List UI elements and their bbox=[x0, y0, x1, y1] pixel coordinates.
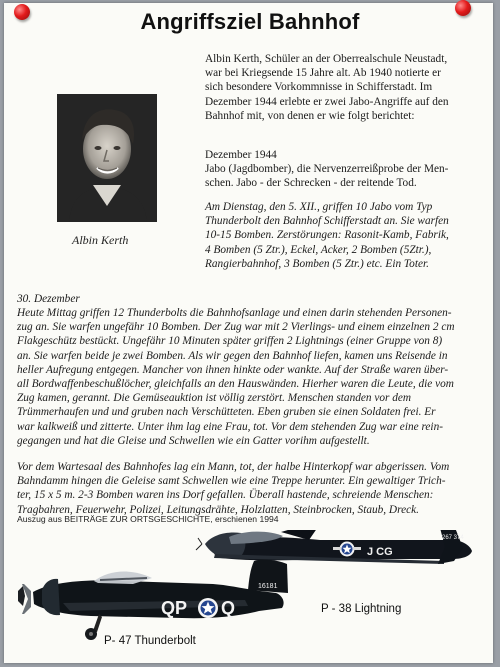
dec5-line: Rangierbahnhof, 3 Bomben (5 Ztr.) etc. Ein Toter. bbox=[205, 257, 429, 270]
date-heading: Dezember 1944 bbox=[205, 149, 277, 161]
dec30-line: zug an. Sie warfen ungefähr 10 Bomben. Der Zug war mit 2 Vierlings- und einem einzelnen 2 cm bbox=[17, 321, 455, 334]
intro-line: sich besondere Vorkommnisse in Schifferstadt. Im bbox=[205, 81, 433, 94]
intro-line: Bahnhof mit, von denen er wie folgt berichtet: bbox=[205, 109, 415, 122]
p38-lightning-illustration bbox=[196, 530, 472, 564]
dec30-line: gegangen und hat die Gleise und Schwellen wie ein Gatter vorihm aufgestellt. bbox=[17, 434, 370, 447]
p47-thunderbolt-illustration bbox=[18, 560, 288, 640]
intro-line: Dezember 1944 erlebte er zwei Jabo-Angriffe auf den bbox=[205, 95, 449, 108]
portrait-caption: Albin Kerth bbox=[72, 233, 129, 247]
p47-code: QP bbox=[161, 598, 188, 618]
jabo-line: Jabo (Jagdbomber), die Nervenzerreißprobe der Men- bbox=[205, 163, 449, 175]
final-line: ter, 15 x 5 m. 2-3 Bomben waren ins Dorf gefallen. Überall hastende, schreiende Menschen: bbox=[17, 489, 434, 502]
dec5-line: 4 Bomben (5 Ztr.), Eckel, Acker, 2 Bomben (5Ztr.), bbox=[205, 243, 432, 256]
p38-label: P - 38 Lightning bbox=[321, 603, 402, 615]
page-title: Angriffsziel Bahnhof bbox=[140, 9, 360, 34]
jabo-line: schen. Jabo - der Schrecken - der reitende Tod. bbox=[205, 177, 417, 190]
december-5-paragraph bbox=[205, 200, 490, 271]
dec30-line: Heute Mittag griffen 12 Thunderbolts die Bahnhofsanlage und einen darin stehenden Personen- bbox=[17, 307, 452, 319]
dec30-line: all Bordwaffenbeschußlöcher, gleichfalls an den Hauswänden. Hierher waren die Leute, die vom bbox=[17, 378, 454, 391]
dec5-line: 10-15 Bomben. Zerstörungen: Rasonit-Kamb, Fabrik, bbox=[205, 229, 449, 242]
final-line: Vor dem Wartesaal des Bahnhofes lag ein Mann, tot, der halbe Hinterkopf war abgerissen. Vom bbox=[17, 461, 450, 473]
dec30-line: an. Sie warfen beide je zwei Bomben. Als wir gegen den Bahnhof liefen, kamen uns Reisende in bbox=[17, 349, 448, 362]
intro-paragraph bbox=[205, 52, 490, 123]
dec30-line: Flakgeschütz bestückt. Ungefähr 10 Minuten später griffen 2 Lightnings (einer Gruppe von 8) bbox=[17, 335, 443, 348]
dec30-line: Zug kamen, gerannt. Die Gemüseauktion ist völlig zerstört. Menschen standen vor dem bbox=[17, 392, 412, 405]
dec30-line: heller Aufregung entgegen. Mancher von ihnen hinkte oder wankte. Auf der Straße waren über- bbox=[17, 363, 449, 376]
p38-tail-number: 267 374 bbox=[442, 535, 464, 541]
aircraft-illustrations bbox=[0, 530, 500, 667]
p38-code: J CG bbox=[367, 546, 393, 558]
final-paragraph bbox=[17, 460, 487, 517]
final-line: Tragbahren, Feuerwehr, Polizei, Leitungsdrähte, Holzlatten, Steinbrocken, Staub, Dreck. bbox=[17, 503, 419, 516]
p47-tail-letter: Q bbox=[221, 598, 236, 618]
dec5-line: Am Dienstag, den 5. XII., griffen 10 Jabo vom Typ bbox=[205, 201, 433, 213]
december-30-paragraph bbox=[17, 306, 487, 448]
p47-label: P- 47 Thunderbolt bbox=[104, 635, 196, 647]
source-note: Auszug aus BEITRÄGE ZUR ORTSGESCHICHTE, erschienen 1994 bbox=[17, 514, 279, 524]
intro-line: war bei Kriegsende 15 Jahre alt. Ab 1940 notierte er bbox=[205, 67, 441, 80]
december-30-heading: 30. Dezember bbox=[17, 293, 80, 305]
intro-line: Albin Kerth, Schüler an der Oberrealschule Neustadt, bbox=[205, 53, 448, 65]
p47-tail-number: 16181 bbox=[258, 583, 278, 590]
dec30-line: war kalkweiß und zitterte. Unter ihm lag eine Frau, tot. Vor dem stehenden Zug war eine rein- bbox=[17, 420, 443, 433]
dec30-line: Trümmerhaufen und und gruben nach Verschütteten. Eben gruben sie einen Soldaten frei. Er bbox=[17, 406, 436, 419]
portrait-photo bbox=[57, 94, 157, 222]
final-line: Bahndamm hingen die Geleise samt Schwellen wie eine Treppe herunter. Ein gewaltiger Trich- bbox=[17, 475, 446, 488]
jabo-paragraph bbox=[205, 162, 490, 190]
dec5-line: Thunderbolt den Bahnhof Schifferstadt an. Sie warfen bbox=[205, 215, 449, 228]
